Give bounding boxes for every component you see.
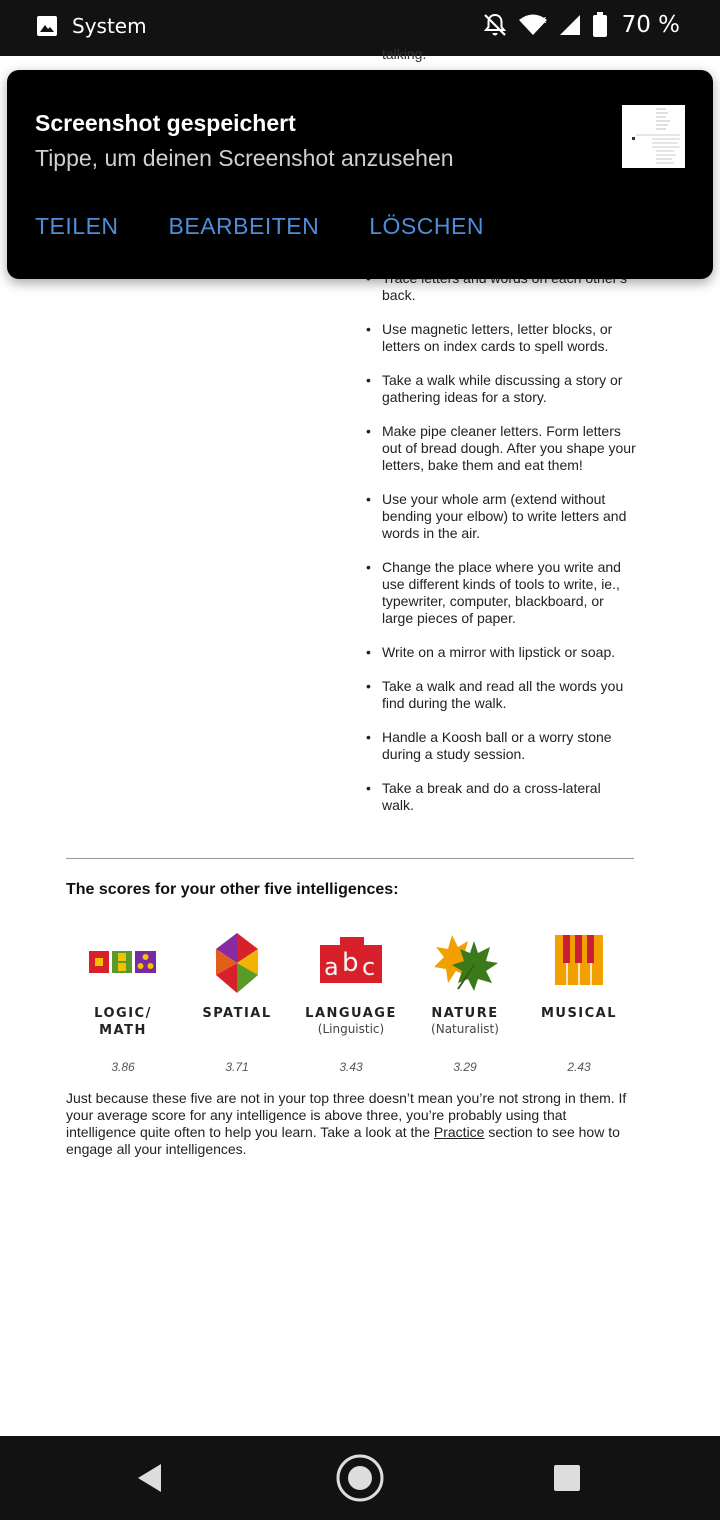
- wifi-icon: [518, 13, 548, 37]
- spatial-icon: [202, 931, 272, 995]
- paragraph-text: Just because these five are not in your top three doesn’t mean you’re not strong in them. If your average score for any intelligence is above three, you’re probably using that intelligence quite often to help you learn. Take a look at the: [66, 1090, 627, 1140]
- battery-icon: [592, 12, 608, 38]
- intelligence-logic-math: [66, 931, 180, 1039]
- intelligence-label: NATURE: [431, 1006, 499, 1021]
- partial-text: talking.: [382, 46, 427, 62]
- practice-link[interactable]: Practice: [433, 1124, 485, 1140]
- intelligence-nature: [408, 931, 522, 1036]
- list-item: • Make pipe cleaner letters. Form letters out of bread dough. After you shape your letters, bake them and eat them!: [366, 423, 636, 474]
- intelligence-label: LANGUAGE: [305, 1006, 397, 1021]
- list-item: • Take a break and do a cross-lateral walk.: [366, 780, 636, 814]
- list-item: • Use magnetic letters, letter blocks, or letters on index cards to spell words.: [366, 321, 636, 355]
- edit-button[interactable]: BEARBEITEN: [168, 213, 320, 239]
- intelligence-language: [294, 931, 408, 1036]
- delete-button[interactable]: LÖSCHEN: [369, 213, 484, 239]
- intelligence-label: MUSICAL: [540, 1006, 618, 1021]
- score-language: 3.43: [339, 1060, 363, 1074]
- intelligence-label: SPATIAL: [202, 1006, 272, 1021]
- share-button[interactable]: TEILEN: [35, 213, 119, 239]
- svg-text:x: x: [539, 13, 547, 26]
- status-bar: [0, 0, 720, 56]
- nature-icon: [430, 931, 500, 995]
- score-nature: 3.29: [453, 1060, 477, 1074]
- explanation-paragraph: [66, 1090, 638, 1158]
- home-icon: [335, 1453, 385, 1503]
- cell-signal-icon: [558, 13, 582, 37]
- list-item: • Handle a Koosh ball or a worry stone during a study session.: [366, 729, 636, 763]
- intelligence-musical: [522, 931, 636, 1022]
- svg-text:c: c: [362, 953, 376, 981]
- list-item: • Take a walk and read all the words you find during the walk.: [366, 678, 636, 712]
- notifications-off-icon: [482, 12, 508, 38]
- musical-icon: [544, 931, 614, 995]
- recents-icon: [553, 1464, 581, 1492]
- intelligence-sublabel: (Linguistic): [317, 1022, 385, 1036]
- back-icon: [135, 1462, 165, 1494]
- language-icon: [316, 931, 386, 995]
- list-item: • Write on a mirror with lipstick or soap.: [366, 644, 636, 661]
- status-app-label: System: [72, 14, 147, 38]
- recents-button[interactable]: [527, 1436, 607, 1520]
- score-logic-math: 3.86: [111, 1060, 135, 1074]
- notification-text: Tippe, um deinen Screenshot anzusehen: [35, 145, 454, 171]
- image-icon: [36, 15, 58, 37]
- status-left: [36, 14, 147, 38]
- list-item: • Use your whole arm (extend without bending your elbow) to write letters and words in the air.: [366, 491, 636, 542]
- activity-bullet-list: [366, 270, 636, 831]
- back-button[interactable]: [110, 1436, 190, 1520]
- intelligence-sublabel: (Naturalist): [431, 1022, 499, 1036]
- paragraph-text: section to see how to engage all your intelligences.: [66, 1124, 620, 1157]
- notification-actions: [35, 213, 534, 240]
- list-item: • Change the place where you write and use different kinds of tools to write, ie., typewriter, computer, blackboard, or large pieces of paper.: [366, 559, 636, 627]
- logic-math-icon: [88, 931, 158, 995]
- section-title: The scores for your other five intelligences:: [66, 881, 399, 898]
- screenshot-thumbnail[interactable]: [622, 105, 685, 168]
- notification-title: Screenshot gespeichert: [35, 110, 296, 136]
- svg-text:a: a: [324, 953, 339, 981]
- home-button[interactable]: [320, 1436, 400, 1520]
- intelligence-spatial: [180, 931, 294, 1022]
- svg-text:b: b: [342, 948, 359, 978]
- screenshot-notification[interactable]: [7, 70, 713, 279]
- status-right: [482, 12, 680, 38]
- list-item: • back.: [366, 270, 636, 304]
- navigation-bar: [0, 1436, 720, 1520]
- battery-percentage: 70 %: [621, 12, 680, 38]
- intelligence-label: LOGIC/ MATH: [94, 1006, 152, 1038]
- score-spatial: 3.71: [225, 1060, 249, 1074]
- list-item: • Take a walk while discussing a story or gathering ideas for a story.: [366, 372, 636, 406]
- score-musical: 2.43: [567, 1060, 591, 1074]
- divider: [66, 858, 634, 859]
